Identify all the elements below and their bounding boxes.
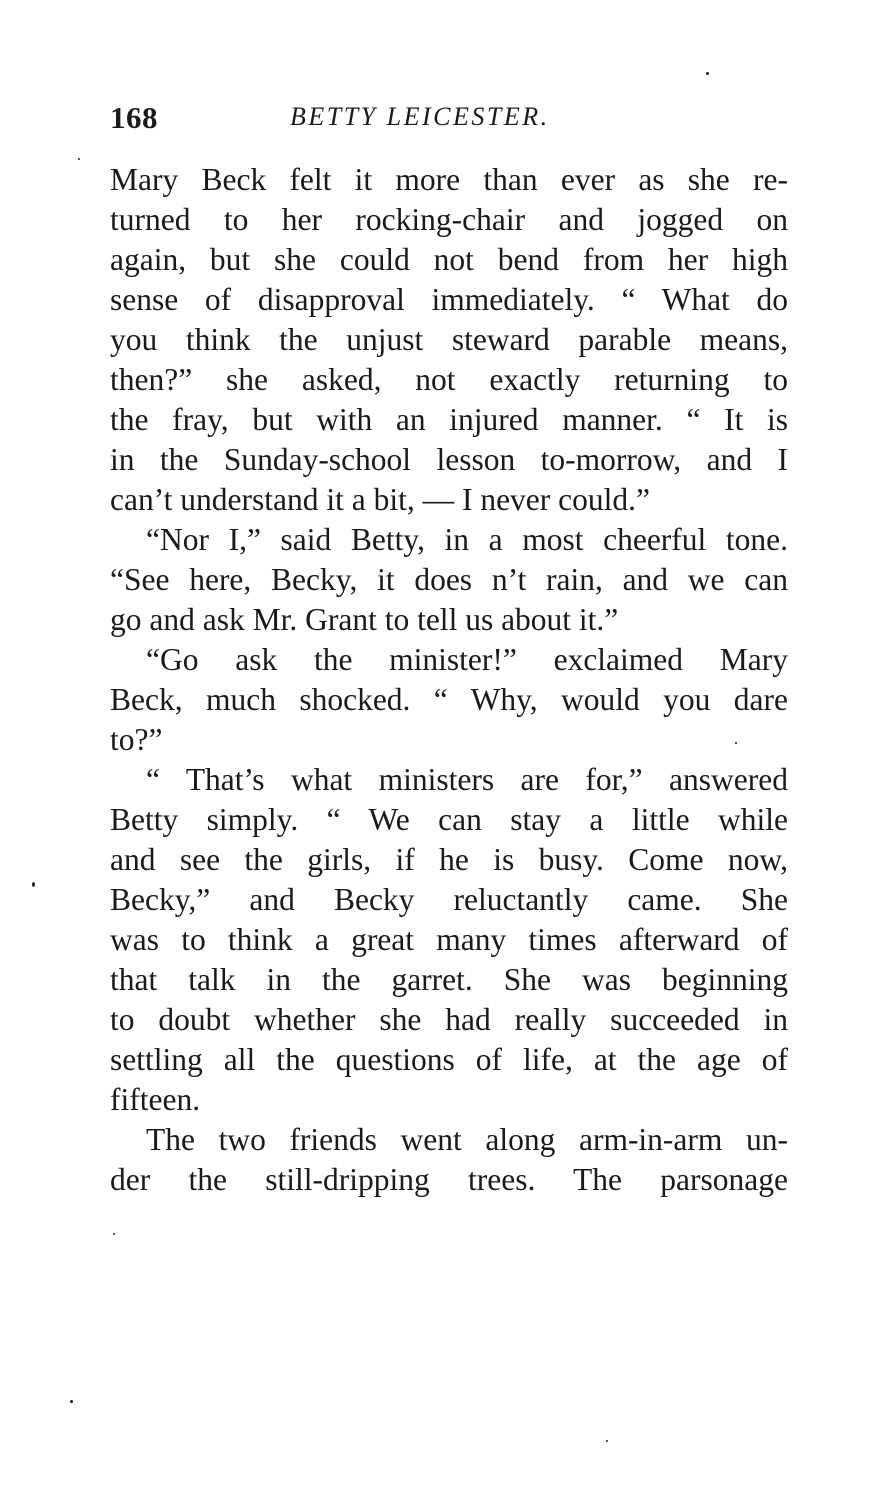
- text-line: that talk in the garret. She was beginning: [110, 962, 788, 997]
- text-line: then?” she asked, not exactly returning to: [110, 362, 788, 397]
- text-line: turned to her rocking-chair and jogged on: [110, 202, 788, 237]
- text-line: “See here, Becky, it does n’t rain, and we can: [110, 562, 788, 597]
- scan-speck: [32, 882, 35, 887]
- text-line: can’t understand it a bit, — I never could.”: [110, 482, 650, 517]
- scan-speck: [606, 1440, 608, 1442]
- text-line: “ That’s what ministers are for,” answered: [146, 762, 788, 797]
- text-line: in the Sunday-school lesson to-morrow, and I: [110, 442, 788, 477]
- scan-speck: [78, 158, 80, 160]
- text-line: fifteen.: [110, 1082, 201, 1117]
- body-text: [110, 160, 788, 1200]
- scan-speck: [735, 742, 737, 744]
- scan-speck: [113, 1233, 115, 1235]
- text-line: Betty simply. “ We can stay a little while: [110, 802, 788, 837]
- text-line: you think the unjust steward parable means,: [110, 322, 788, 357]
- text-line: The two friends went along arm-in-arm un-: [146, 1122, 788, 1157]
- text-line: again, but she could not bend from her high: [110, 242, 788, 277]
- text-line: “Go ask the minister!” exclaimed Mary: [146, 642, 788, 677]
- text-line: der the still-dripping trees. The parsonage: [110, 1162, 788, 1197]
- scan-speck: [706, 72, 709, 75]
- running-title: BETTY LEICESTER.: [290, 102, 550, 131]
- text-line: “Nor I,” said Betty, in a most cheerful tone.: [146, 522, 788, 557]
- text-line: Becky,” and Becky reluctantly came. She: [110, 882, 788, 917]
- page-number: 168: [110, 100, 158, 135]
- text-line: the fray, but with an injured manner. “ It is: [110, 402, 788, 437]
- text-line: go and ask Mr. Grant to tell us about it.”: [110, 602, 619, 637]
- text-line: Mary Beck felt it more than ever as she re-: [110, 162, 788, 197]
- text-line: sense of disapproval immediately. “ What do: [110, 282, 788, 317]
- text-line: settling all the questions of life, at the age of: [110, 1042, 788, 1077]
- text-line: Beck, much shocked. “ Why, would you dare: [110, 682, 788, 717]
- text-line: and see the girls, if he is busy. Come now,: [110, 842, 788, 877]
- scan-speck: [70, 1400, 73, 1403]
- text-line: to doubt whether she had really succeeded in: [110, 1002, 788, 1037]
- page-header: [110, 100, 790, 144]
- text-line: to?”: [110, 722, 163, 757]
- text-line: was to think a great many times afterward of: [110, 922, 788, 957]
